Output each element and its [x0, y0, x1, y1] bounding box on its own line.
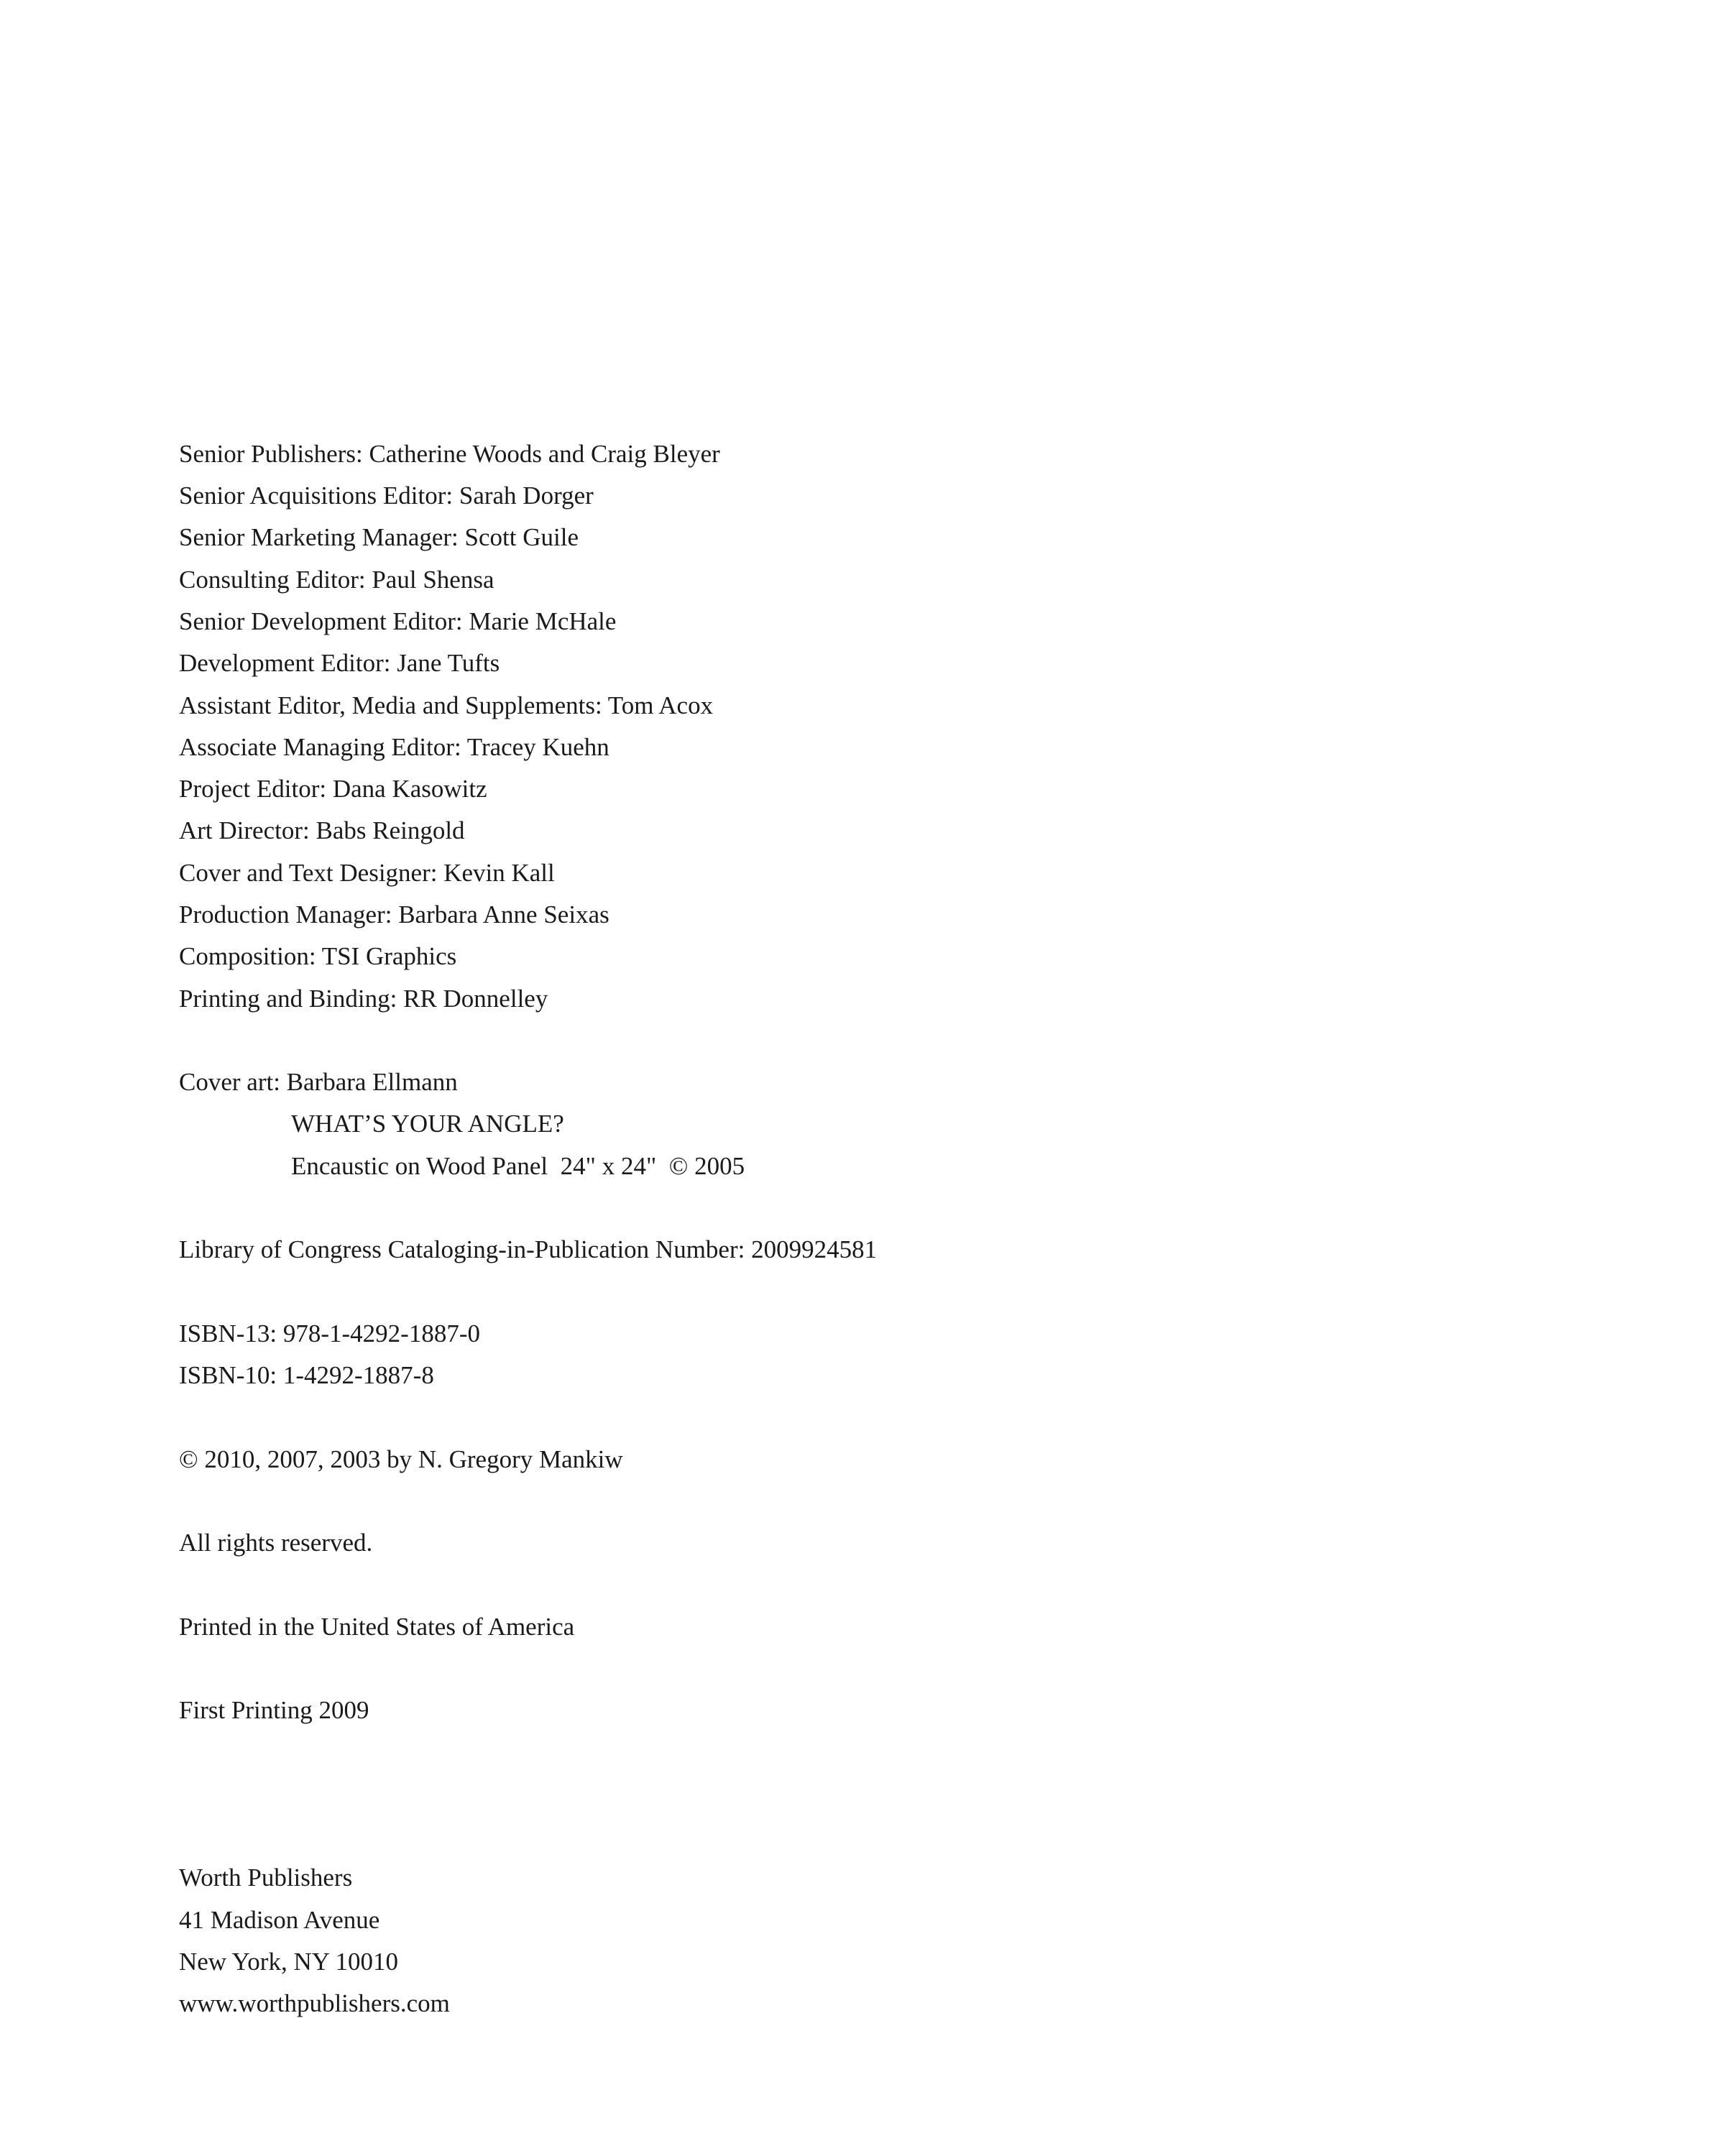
publisher-name: Worth Publishers — [179, 1864, 353, 1892]
cover-art-details: Encaustic on Wood Panel 24" x 24" © 2005 — [291, 1152, 745, 1180]
first-printing-notice: First Printing 2009 — [179, 1696, 369, 1724]
rights-notice: All rights reserved. — [179, 1529, 373, 1557]
publisher-website: www.worthpublishers.com — [179, 1989, 450, 2017]
publisher-street: 41 Madison Avenue — [179, 1906, 380, 1934]
isbn-13: ISBN-13: 978-1-4292-1887-0 — [179, 1319, 480, 1348]
credit-composition: Composition: TSI Graphics — [179, 942, 457, 970]
credit-designer: Cover and Text Designer: Kevin Kall — [179, 859, 555, 887]
credit-development-editor: Development Editor: Jane Tufts — [179, 649, 500, 677]
credit-marketing-manager: Senior Marketing Manager: Scott Guile — [179, 523, 579, 551]
credit-senior-development-editor: Senior Development Editor: Marie McHale — [179, 607, 617, 635]
credit-acquisitions-editor: Senior Acquisitions Editor: Sarah Dorger — [179, 482, 594, 510]
credit-associate-managing-editor: Associate Managing Editor: Tracey Kuehn — [179, 733, 609, 761]
copyright-notice: © 2010, 2007, 2003 by N. Gregory Mankiw — [179, 1445, 623, 1473]
credit-senior-publishers: Senior Publishers: Catherine Woods and Craig Bleyer — [179, 440, 720, 468]
library-of-congress-number: Library of Congress Cataloging-in-Publication Number: 2009924581 — [179, 1235, 878, 1263]
credit-production-manager: Production Manager: Barbara Anne Seixas — [179, 900, 609, 929]
publisher-city: New York, NY 10010 — [179, 1948, 398, 1976]
credit-printing-binding: Printing and Binding: RR Donnelley — [179, 985, 548, 1013]
credit-consulting-editor: Consulting Editor: Paul Shensa — [179, 566, 494, 594]
credit-assistant-editor: Assistant Editor, Media and Supplements: Tom Acox — [179, 691, 714, 719]
credit-art-director: Art Director: Babs Reingold — [179, 816, 465, 844]
cover-art-credit: Cover art: Barbara Ellmann — [179, 1068, 458, 1096]
cover-art-title: WHAT’S YOUR ANGLE? — [291, 1110, 564, 1138]
isbn-10: ISBN-10: 1-4292-1887-8 — [179, 1361, 434, 1389]
credit-project-editor: Project Editor: Dana Kasowitz — [179, 775, 487, 803]
printed-in-notice: Printed in the United States of America — [179, 1613, 575, 1641]
